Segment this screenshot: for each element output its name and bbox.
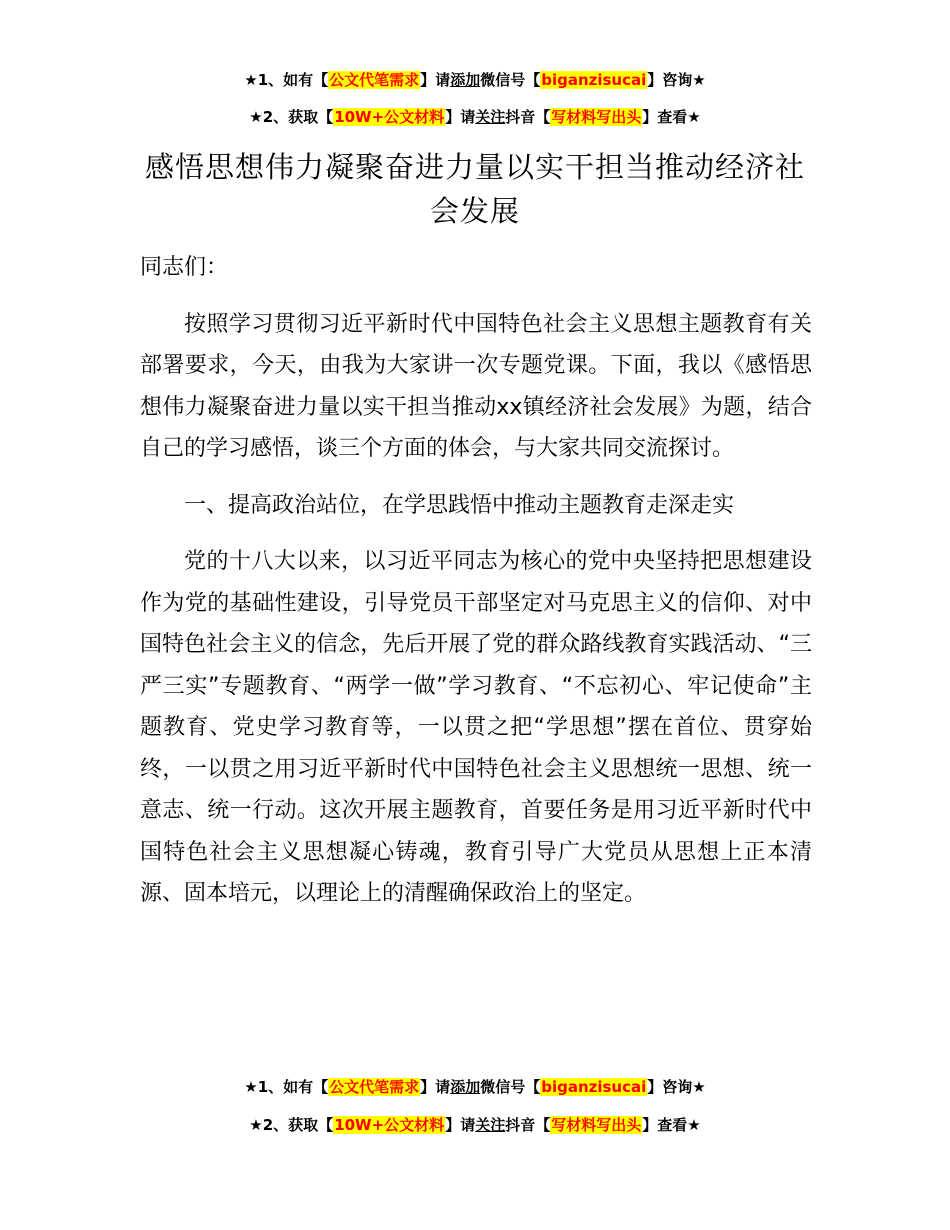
footer-line2-underlined: 关注 [475,1116,506,1134]
greeting: 同志们： [140,255,229,280]
header-line1-underlined: 添加 [450,71,481,89]
header-line2-mid1: 】请 [445,108,476,126]
footer-line2-suffix: 】查看★ [642,1116,701,1134]
footer-line2-mid2: 抖音【 [505,1116,551,1134]
footer-line1-mid2: 微信号【 [480,1078,541,1096]
header-line2-highlight-douyin: 写材料写出头 [551,108,642,126]
section-heading-1: 一、提高政治站位，在学思践悟中推动主题教育走深走实 [184,492,735,518]
document-body [140,247,812,915]
header-line2-prefix: ★2、获取【 [249,108,334,126]
header-promo-line-2 [0,106,950,128]
header-line1-prefix: ★1、如有【 [244,71,329,89]
header-line1-suffix: 】咨询★ [647,71,706,89]
header-line2-underlined: 关注 [475,108,506,126]
header-line2-suffix: 】查看★ [642,108,701,126]
paragraph-section-1: 党的十八大以来，以习近平同志为核心的党中央坚持把思想建设作为党的基础性建设，引导党员干部坚定对马克思主义的信仰、对中国特色社会主义的信念，先后开展了党的群众路线教育实践活动、“三严三实”专题教育、“两学一做”学习教育、“不忘初心、牢记使命”主题教育、党史学习教育等，一以贯之把“学思想”摆在首位、贯穿始终，一以贯之用习近平新时代中国特色社会主义思想统一思想、统一意志、统一行动。这次开展主题教育，首要任务是用习近平新时代中国特色社会主义思想凝心铸魂，教育引导广大党员从思想上正本清源、固本培元，以理论上的清醒确保政治上的坚定。 [140,549,812,906]
header-promo-line-1 [0,69,950,91]
footer-line1-suffix: 】咨询★ [647,1078,706,1096]
header-line1-mid2: 微信号【 [480,71,541,89]
footer-line1-mid1: 】请 [420,1078,451,1096]
header-line2-mid2: 抖音【 [505,108,551,126]
header-line2-highlight-materials: 10W+公文材料 [334,108,445,126]
footer-line1-highlight-wechat-id: biganzisucai [541,1078,647,1096]
document-title: 感悟思想伟力凝聚奋进力量以实干担当推动经济社会发展 [144,150,805,228]
footer-promo-line-1 [0,1076,950,1098]
footer-line1-underlined: 添加 [450,1078,481,1096]
header-line1-highlight-wechat-id: biganzisucai [541,71,647,89]
footer-line2-mid1: 】请 [445,1116,476,1134]
footer-line1-prefix: ★1、如有【 [244,1078,329,1096]
header-line1-mid1: 】请 [420,71,451,89]
footer-line2-highlight-douyin: 写材料写出头 [551,1116,642,1134]
footer-line2-prefix: ★2、获取【 [249,1116,334,1134]
paragraph-intro: 按照学习贯彻习近平新时代中国特色社会主义思想主题教育有关部署要求，今天，由我为大家讲一次专题党课。下面，我以《感悟思想伟力凝聚奋进力量以实干担当推动xx镇经济社会发展》为题，结合自己的学习感悟，谈三个方面的体会，与大家共同交流探讨。 [140,311,812,461]
footer-promo-line-2 [0,1114,950,1136]
footer-line2-highlight-materials: 10W+公文材料 [334,1116,445,1134]
header-line1-highlight-service: 公文代笔需求 [329,71,420,89]
footer-line1-highlight-service: 公文代笔需求 [329,1078,420,1096]
